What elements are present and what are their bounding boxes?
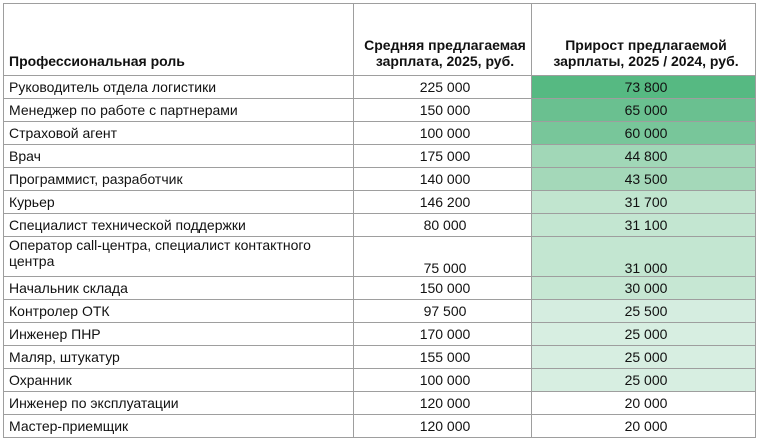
- cell-salary: 140 000: [354, 168, 532, 191]
- header-role: Профессиональная роль: [4, 4, 354, 76]
- cell-growth: 25 000: [532, 346, 756, 369]
- cell-growth: 31 700: [532, 191, 756, 214]
- cell-growth: 25 000: [532, 323, 756, 346]
- cell-growth: 30 000: [532, 277, 756, 300]
- salary-table: [3, 3, 756, 438]
- cell-salary: 120 000: [354, 392, 532, 415]
- cell-role: Мастер-приемщик: [4, 415, 354, 438]
- cell-role: Курьер: [4, 191, 354, 214]
- cell-salary: 170 000: [354, 323, 532, 346]
- cell-role: Руководитель отдела логистики: [4, 76, 354, 99]
- cell-salary: 150 000: [354, 277, 532, 300]
- header-salary: Средняя предлагаемая зарплата, 2025, руб.: [354, 4, 532, 76]
- cell-growth: 20 000: [532, 415, 756, 438]
- table-row: [4, 277, 756, 300]
- cell-growth: 60 000: [532, 122, 756, 145]
- table-row: [4, 122, 756, 145]
- cell-salary: 97 500: [354, 300, 532, 323]
- cell-growth: 43 500: [532, 168, 756, 191]
- cell-role: Врач: [4, 145, 354, 168]
- cell-salary: 146 200: [354, 191, 532, 214]
- cell-salary: 175 000: [354, 145, 532, 168]
- cell-role: Контролер ОТК: [4, 300, 354, 323]
- table-row: [4, 323, 756, 346]
- table-body: [4, 76, 756, 438]
- cell-role: Инженер ПНР: [4, 323, 354, 346]
- cell-salary: 100 000: [354, 369, 532, 392]
- cell-growth: 73 800: [532, 76, 756, 99]
- cell-growth: 20 000: [532, 392, 756, 415]
- cell-salary: 75 000: [354, 237, 532, 277]
- cell-role: Оператор call-центра, специалист контактного центра: [4, 237, 354, 277]
- cell-role: Начальник склада: [4, 277, 354, 300]
- cell-growth: 31 000: [532, 237, 756, 277]
- cell-growth: 44 800: [532, 145, 756, 168]
- cell-growth: 31 100: [532, 214, 756, 237]
- cell-role: Менеджер по работе с партнерами: [4, 99, 354, 122]
- table-row: [4, 346, 756, 369]
- cell-role: Маляр, штукатур: [4, 346, 354, 369]
- header-growth: Прирост предлагаемой зарплаты, 2025 / 2024, руб.: [532, 4, 756, 76]
- table-row: [4, 168, 756, 191]
- cell-role: Страховой агент: [4, 122, 354, 145]
- cell-role: Специалист технической поддержки: [4, 214, 354, 237]
- table-row: [4, 237, 756, 277]
- cell-salary: 225 000: [354, 76, 532, 99]
- cell-role: Программист, разработчик: [4, 168, 354, 191]
- table-row: [4, 76, 756, 99]
- table-row: [4, 145, 756, 168]
- table-row: [4, 369, 756, 392]
- table-row: [4, 214, 756, 237]
- cell-growth: 65 000: [532, 99, 756, 122]
- cell-growth: 25 000: [532, 369, 756, 392]
- table-row: [4, 191, 756, 214]
- table-row: [4, 415, 756, 438]
- table-row: [4, 99, 756, 122]
- header-row: [4, 4, 756, 76]
- cell-salary: 80 000: [354, 214, 532, 237]
- cell-role: Инженер по эксплуатации: [4, 392, 354, 415]
- cell-salary: 100 000: [354, 122, 532, 145]
- cell-salary: 150 000: [354, 99, 532, 122]
- cell-growth: 25 500: [532, 300, 756, 323]
- cell-role: Охранник: [4, 369, 354, 392]
- table-row: [4, 300, 756, 323]
- cell-salary: 120 000: [354, 415, 532, 438]
- cell-salary: 155 000: [354, 346, 532, 369]
- table-row: [4, 392, 756, 415]
